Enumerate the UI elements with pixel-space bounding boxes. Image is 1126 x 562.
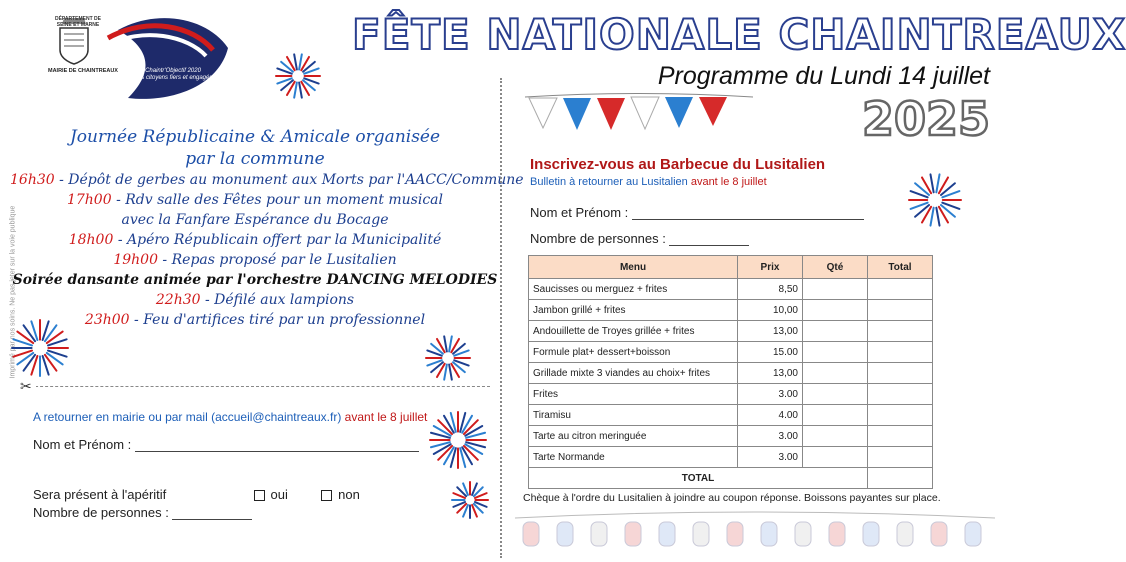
logo-department: DÉPARTEMENT DE SEINE ET MARNE	[54, 16, 102, 28]
name-label: Nom et Prénom :	[33, 437, 132, 452]
table-row: Tarte au citron meringuée 3.00	[529, 426, 933, 447]
program-item: 22h30 - Défilé aux lampions	[155, 292, 355, 308]
firework-icon	[470, 500, 471, 501]
name-field[interactable]	[632, 205, 864, 220]
persons-field[interactable]	[172, 505, 252, 520]
persons-label: Nombre de personnes :	[530, 231, 666, 246]
name-label: Nom et Prénom :	[530, 205, 629, 220]
table-row: Formule plat+ dessert+boisson 15.00	[529, 342, 933, 363]
firework-icon	[40, 348, 41, 349]
side-note: Imprimé par nos soins. Ne pas jeter sur la voie publique	[9, 205, 17, 379]
col-header-menu: Menu	[529, 256, 738, 279]
qty-cell[interactable]	[803, 384, 868, 405]
logo-project: Chaintr'Objectif 2020	[145, 68, 201, 74]
program-item: 19h00 - Repas proposé par le Lusitalien	[113, 252, 397, 268]
grand-total-cell[interactable]	[868, 468, 933, 489]
total-row	[529, 468, 933, 489]
cut-line	[20, 386, 490, 387]
name-field[interactable]	[135, 437, 419, 452]
vertical-separator	[500, 78, 502, 558]
program-item: 18h00 - Apéro Républicain offert par la Municipalité	[68, 232, 442, 248]
program-section	[10, 126, 524, 330]
firework-icon	[298, 76, 299, 77]
aperitif-label: Sera présent à l'apéritif	[33, 487, 167, 502]
right-coupon-return-text: Bulletin à retourner au Lusitalien avant le 8 juillet	[530, 176, 767, 188]
logo-tagline: Des citoyens fiers et engagés	[133, 75, 213, 81]
barbecue-heading: Inscrivez-vous au Barbecue du Lusitalien	[530, 156, 826, 173]
table-row: Tiramisu 4.00	[529, 405, 933, 426]
left-coupon-form	[33, 437, 419, 525]
mairie-logo	[48, 8, 238, 108]
total-cell[interactable]	[868, 363, 933, 384]
table-row: Andouillette de Troyes grillée + frites 13,00	[529, 321, 933, 342]
yes-label: oui	[270, 487, 288, 502]
program-item: 16h30 - Dépôt de gerbes au monument aux Morts par l'AACC/Commune	[10, 172, 524, 188]
no-checkbox[interactable]	[321, 490, 332, 501]
program-heading-2: par la commune	[185, 149, 325, 169]
total-cell[interactable]	[868, 384, 933, 405]
qty-cell[interactable]	[803, 321, 868, 342]
program-item: Soirée dansante animée par l'orchestre DANCING MELODIES	[12, 272, 498, 288]
scissors-icon: ✂	[20, 378, 36, 395]
qty-cell[interactable]	[803, 279, 868, 300]
payment-footnote: Chèque à l'ordre du Lusitalien à joindre au coupon réponse. Boissons payantes sur place.	[523, 492, 941, 504]
total-cell[interactable]	[868, 321, 933, 342]
left-coupon-return-text: A retourner en mairie ou par mail (accueil@chaintreaux.fr) avant le 8 juillet	[33, 410, 428, 424]
total-cell[interactable]	[868, 279, 933, 300]
table-row: Grillade mixte 3 viandes au choix+ frites 13,00	[529, 363, 933, 384]
logo-caption	[133, 68, 213, 82]
program-heading-1: Journée Républicaine & Amicale organisée	[69, 127, 441, 147]
total-cell[interactable]	[868, 426, 933, 447]
no-label: non	[338, 487, 360, 502]
table-row: Saucisses ou merguez + frites 8,50	[529, 279, 933, 300]
table-row: Tarte Normande 3.00	[529, 447, 933, 468]
table-row: Frites 3.00	[529, 384, 933, 405]
qty-cell[interactable]	[803, 342, 868, 363]
total-cell[interactable]	[868, 405, 933, 426]
total-cell[interactable]	[868, 447, 933, 468]
qty-cell[interactable]	[803, 447, 868, 468]
logo-mairie: MAIRIE DE CHAINTREAUX	[48, 68, 118, 74]
qty-cell[interactable]	[803, 363, 868, 384]
total-label: TOTAL	[529, 468, 868, 489]
col-header-price: Prix	[738, 256, 803, 279]
qty-cell[interactable]	[803, 300, 868, 321]
col-header-total: Total	[868, 256, 933, 279]
persons-field[interactable]	[669, 231, 749, 246]
table-row: Jambon grillé + frites 10,00	[529, 300, 933, 321]
total-cell[interactable]	[868, 342, 933, 363]
right-coupon-form	[530, 205, 864, 257]
program-item: avec la Fanfare Espérance du Bocage	[121, 212, 389, 228]
yes-checkbox[interactable]	[254, 490, 265, 501]
firework-icon	[935, 200, 936, 201]
total-cell[interactable]	[868, 300, 933, 321]
lanterns-icon	[515, 510, 995, 560]
firework-icon	[448, 358, 449, 359]
page-title: FÊTE NATIONALE CHAINTREAUX	[352, 10, 1126, 59]
program-item: 17h00 - Rdv salle des Fêtes pour un moment musical	[66, 192, 444, 208]
program-item: 23h00 - Feu d'artifices tiré par un professionnel	[84, 312, 426, 328]
page-subtitle: Programme du Lundi 14 juillet	[657, 62, 990, 90]
bunting-flags-icon	[525, 92, 755, 137]
qty-cell[interactable]	[803, 426, 868, 447]
col-header-qty: Qté	[803, 256, 868, 279]
year-badge: 2025	[861, 92, 990, 146]
firework-icon	[458, 440, 459, 441]
persons-label: Nombre de personnes :	[33, 505, 169, 520]
menu-table	[528, 255, 933, 489]
qty-cell[interactable]	[803, 405, 868, 426]
